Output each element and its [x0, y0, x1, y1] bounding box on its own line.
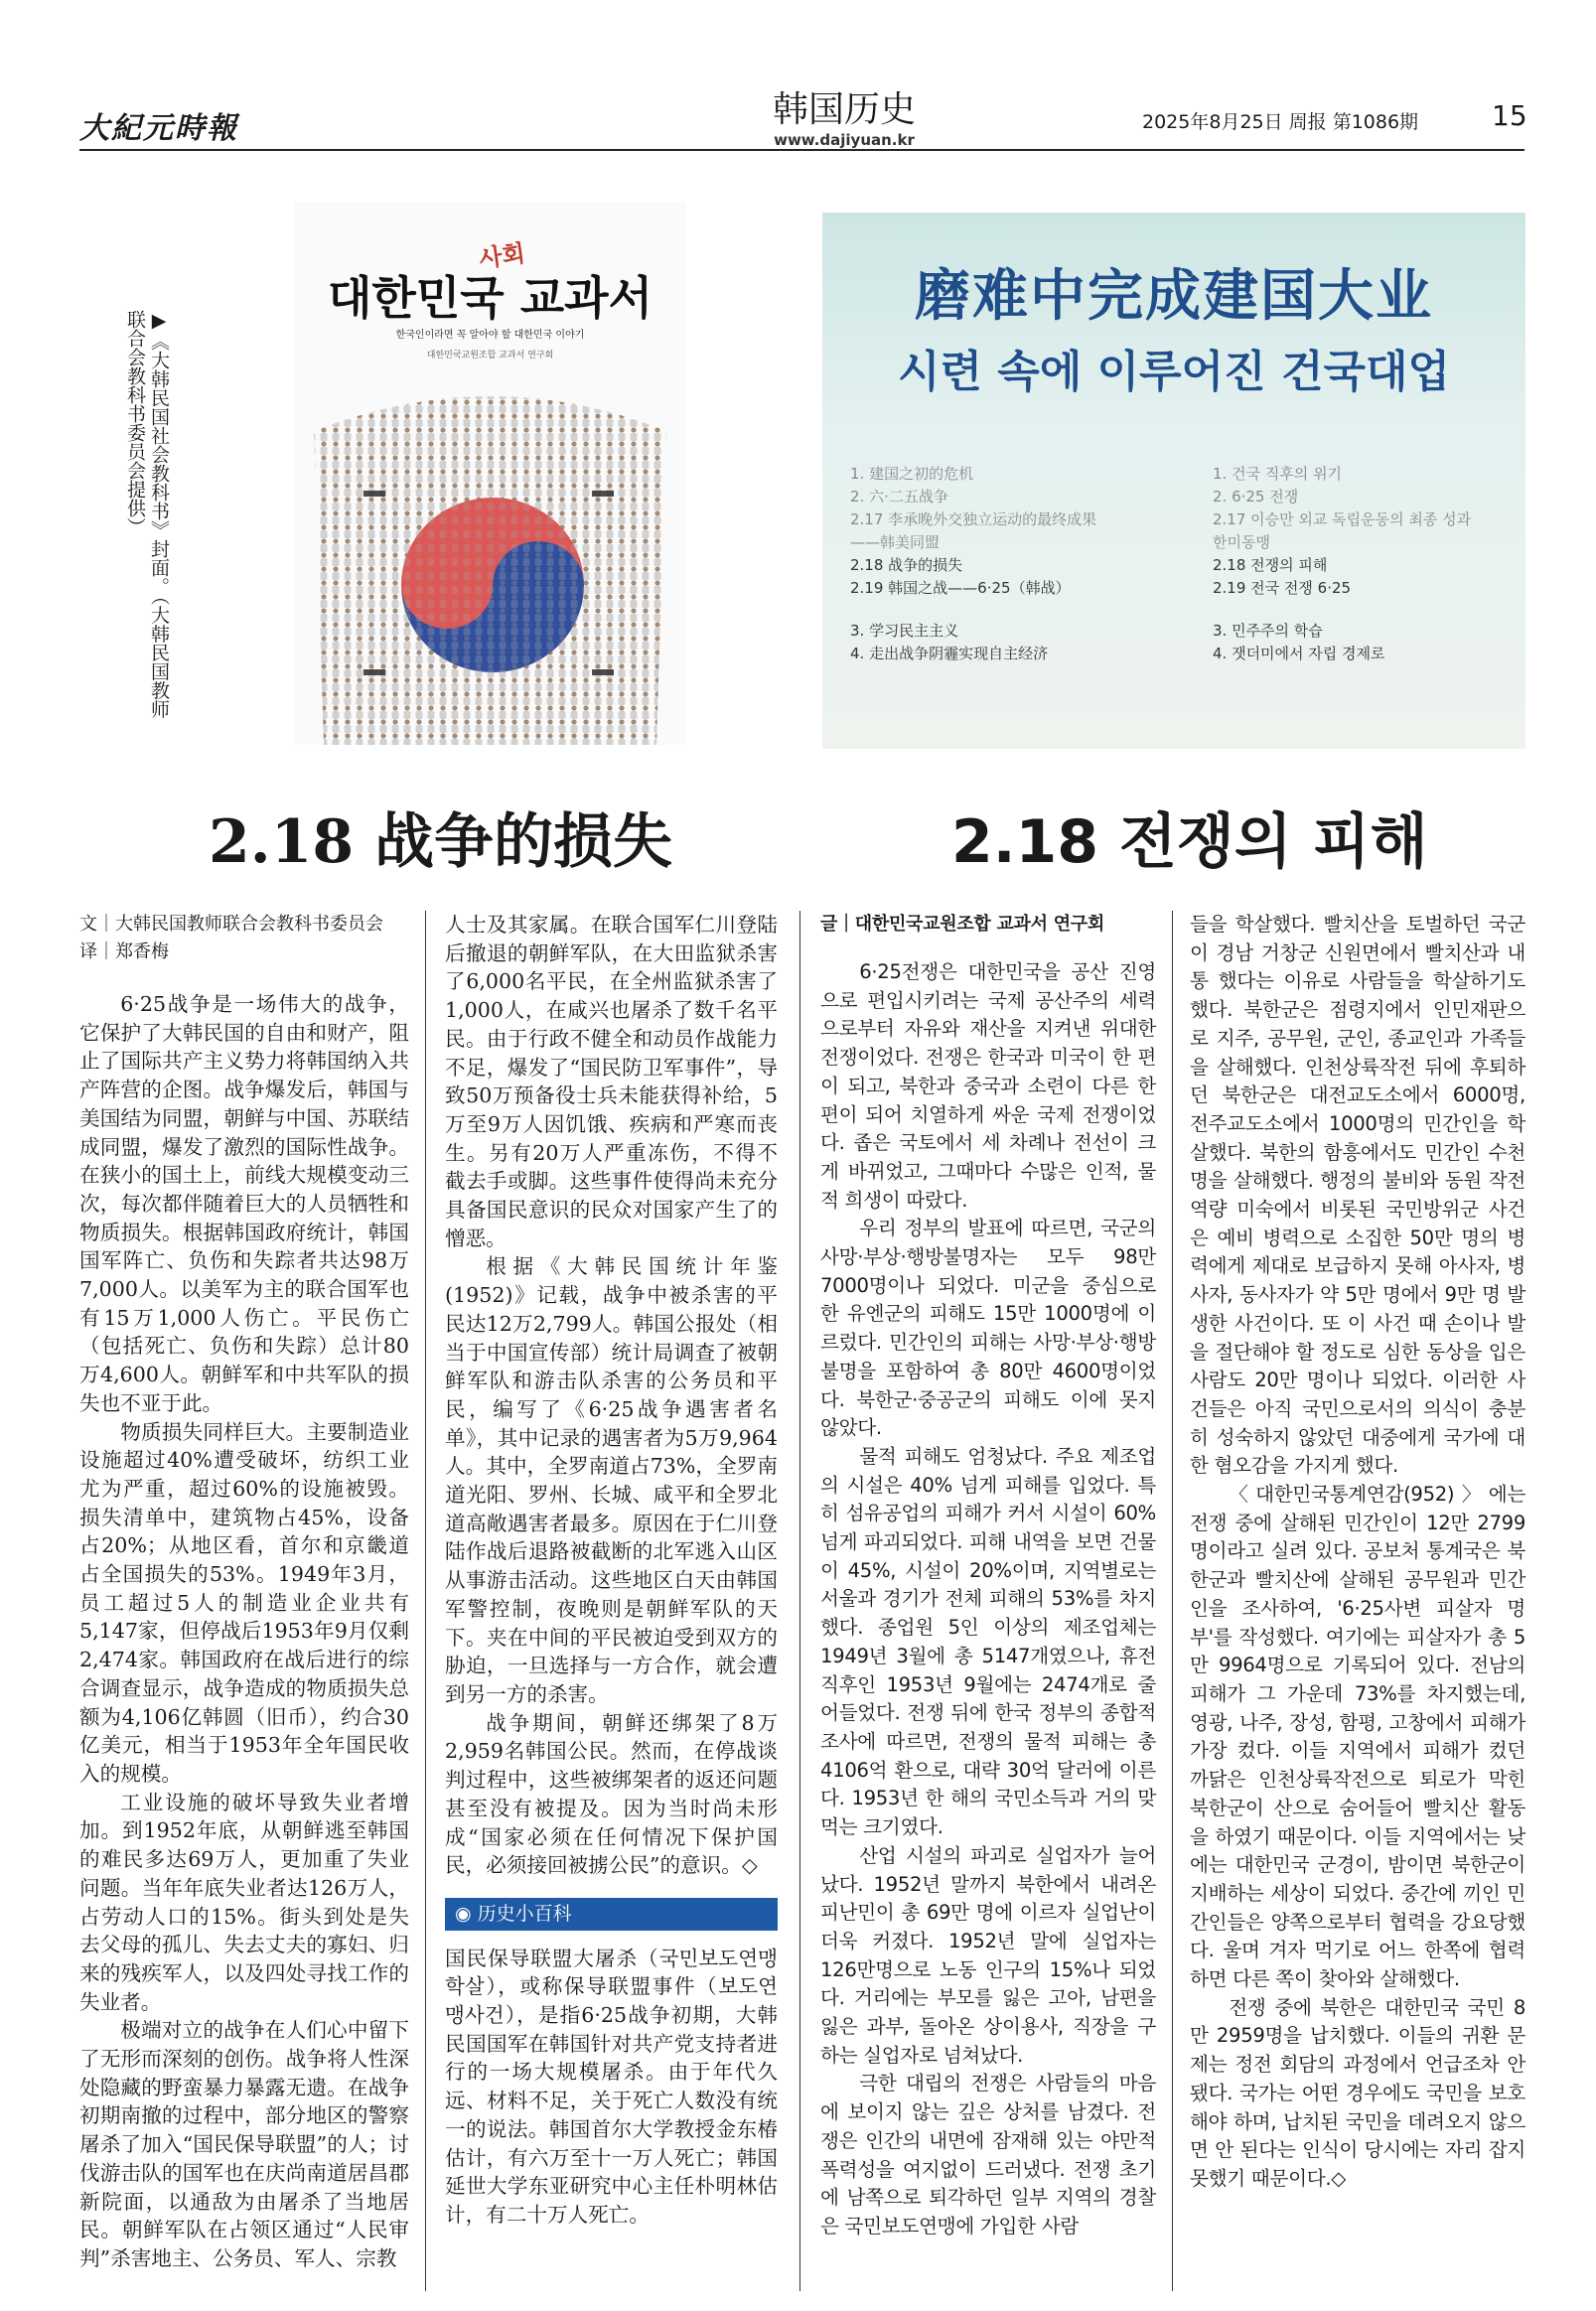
toc-item: 2. 6·25 전쟁 [1213, 488, 1299, 506]
toc-item: 4. 잿더미에서 자립 경제로 [1213, 645, 1385, 662]
toc-item: 2.18 전쟁의 피해 [1213, 556, 1328, 574]
paragraph: 极端对立的战争在人们心中留下了无形而深刻的创伤。战争将人性深处隐藏的野蛮暴力暴露无遗。在战争初期南撤的过程中，部分地区的警察屠杀了加入“国民保导联盟”的人；讨伐游击队的国军也在庆尚南道居昌郡新院面，以通敌为由屠杀了当地居民。朝鲜军队在占领区通过“人民审判”杀害地主、公务员、军人、宗教 [79, 2018, 409, 2270]
paragraph: 工业设施的破坏导致失业者增加。到1952年底，从朝鲜逃至韩国的难民多达69万人，更加重了失业问题。当年年底失业者达126万人，占劳动人口的15%。街头到处是失去父母的孤儿、失去丈夫的寡妇、归来的残疾军人，以及四处寻找工作的失业者。 [79, 1790, 409, 2014]
toc-item: 2.18 战争的损失 [850, 556, 963, 574]
crowd-flag-illustration [294, 371, 686, 745]
toc-zh [850, 463, 1096, 665]
cover-caption: ▶《大韩民国社会教科书》封面。（大韩民国教师联合会教科书委员会提供） [124, 310, 170, 719]
column-divider [1172, 911, 1173, 2291]
paragraph: 根据《大韩民国统计年鉴(1952)》记载，战争中被杀害的平民达12万2,799人。韩国公报处（相当于中国宣传部）统计局调查了被朝鲜军队和游击队杀害的公务员和平民，编写了《6·25战争遇害者名单》，其中记录的遇害者为5万9,964人。其中，全罗南道占73%，全罗南道光阳、罗州、长城、咸平和全罗北道高敞遇害者最多。原因在于仁川登陆作战后退路被截断的北军逃入山区从事游击活动。这些地区白天由韩国军警控制，夜晚则是朝鲜军队的天下。夹在中间的平民被迫受到双方的胁迫，一旦选择与一方合作，就会遭到另一方的杀害。 [445, 1254, 778, 1706]
paragraph: 物质损失同样巨大。主要制造业设施超过40%遭受破坏，纺织工业尤为严重，超过60%的设施被毁。损失清单中，建筑物占45%，设备占20%；从地区看，首尔和京畿道占全国损失的53%。1949年3月，员工超过5人的制造业企业共有5,147家，但停战后1953年9月仅剩2,474家。韩国政府在战后进行的综合调查显示，战争造成的物质损失总额为4,106亿韩圆（旧币），约合30亿美元，相当于1953年全年国民收入的规模。 [79, 1419, 409, 1786]
column-divider [799, 911, 800, 2291]
paragraph: 우리 정부의 발표에 따르면, 국군의 사망·부상·행방불명자는 모두 98만 7000명이나 되었다. 미군을 중심으로 한 유엔군의 피해도 15만 1000명에 이르렀다. 민간인의 피해는 사망·부상·행방불명을 포함하여 총 80만 4600명이었다. 북한군·중공군의 피해도 이에 못지 않았다. [820, 1217, 1156, 1440]
toc-item: 2.17 李承晚外交独立运动的最终成果 [850, 510, 1097, 528]
banner-title-zh: 磨难中完成建国大业 [915, 264, 1433, 329]
paragraph: 들을 학살했다. 빨치산을 토벌하던 국군이 경남 거창군 신원면에서 빨치산과 내통 했다는 이유로 사람들을 학살하기도 했다. 북한군은 점령지에서 인민재판으로 지주, 공무원, 군인, 종교인과 가족들을 살해했다. 인천상륙작전 뒤에 후퇴하던 북한군은 대전교도소에서 6000명, 전주교도소에서 1000명의 민간인을 학살했다. 북한의 함흥에서도 민간인 수천 명을 살해했다. 행정의 불비와 동원 작전 역량 미숙에서 비롯된 국민방위군 사건은 예비 병력으로 소집한 50만 명의 병력에게 제대로 보급하지 못해 아사자, 병사자, 동사자가 약 5만 명에서 9만 명 발생한 사건이다. 또 이 사건 때 손이나 발을 절단해야 할 정도로 심한 동상을 입은 사람도 20만 명이나 되었다. 이러한 사건들은 아직 국민으로서의 의식이 충분히 성숙하지 않았던 대중에게 국가에 대한 혐오감을 가지게 했다. [1190, 913, 1525, 1478]
cover-subtitle: 한국인이라면 꼭 알아야 할 대한민국 이야기 [395, 330, 585, 341]
header-rule [79, 149, 1524, 151]
issue-info: 2025年8月25日 周报 第1086期 [1142, 111, 1419, 133]
section-title: 韩国历史 [772, 89, 916, 130]
toc-item: 4. 走出战争阴霾实现自主经济 [850, 645, 1049, 662]
banner-title-ko: 시련 속에 이루어진 건국대업 [897, 347, 1450, 397]
history-encyclopedia-label: ◉ 历史小百科 [445, 1898, 778, 1931]
headline-zh: 2.18 战争的损失 [209, 807, 673, 877]
toc-gap [850, 600, 1096, 620]
masthead-logo: 大紀元時報 [79, 111, 238, 146]
cover-publisher: 대한민국교원조합 교과서 연구회 [426, 351, 554, 361]
book-cover-image [294, 203, 686, 745]
paragraph: 극한 대립의 전쟁은 사람들의 마음에 보이지 않는 깊은 상처를 남겼다. 전쟁은 인간의 내면에 잠재해 있는 야만적 폭력성을 여지없이 드러냈다. 전쟁 초기에 남쪽으로 퇴각하던 일부 지역의 경찰은 국민보도연맹에 가입한 사람 [820, 2072, 1156, 2238]
article-zh-col2 [445, 911, 778, 2230]
byline-ko: 글｜대한민국교원조합 교과서 연구회 [820, 914, 1104, 935]
series-banner [822, 213, 1525, 749]
paragraph: 전쟁 중에 북한은 대한민국 국민 8만 2959명을 납치했다. 이들의 귀환 문제는 정전 회담의 과정에서 언급조차 안 됐다. 국가는 어떤 경우에도 국민을 보호해야 하며, 납치된 국민을 데려오지 않으면 안 된다는 인식이 당시에는 자리 잡지 못했기 때문이다.◇ [1190, 1995, 1525, 2190]
article-ko-col4 [1190, 911, 1525, 2194]
toc-item: 1. 建国之初的危机 [850, 465, 974, 483]
toc-item: 2.17 이승만 외교 독립운동의 최종 성과 [1213, 510, 1472, 528]
paragraph: 人士及其家属。在联合国军仁川登陆后撤退的朝鲜军队，在大田监狱杀害了6,000名平民，在全州监狱杀害了1,000人，在咸兴也屠杀了数千名平民。由于行政不健全和动员作战能力不足，爆发了“国民防卫军事件”，导致50万预备役士兵未能获得补给，5万至9万人因饥饿、疾病和严寒而丧生。另有20万人严重冻伤，不得不截去手或脚。这些事件使得尚未充分具备国民意识的民众对国家产生了的憎恶。 [445, 913, 778, 1250]
paragraph: 6·25战争是一场伟大的战争，它保护了大韩民国的自由和财产，阻止了国际共产主义势力将韩国纳入共产阵营的企图。战争爆发后，韩国与美国结为同盟，朝鲜与中国、苏联结成同盟，爆发了激烈的国际性战争。在狭小的国土上，前线大规模变动三次，每次都伴随着巨大的人员牺牲和物质损失。根据韩国政府统计，韩国国军阵亡、负伤和失踪者共达98万7,000人。以美军为主的联合国军也有15万1,000人伤亡。平民伤亡（包括死亡、负伤和失踪）总计80万4,600人。朝鲜军和中共军队的损失也不亚于此。 [79, 992, 409, 1415]
paragraph: 〈대한민국통계연감(952)〉에는 전쟁 중에 살해된 민간인이 12만 2799명이라고 실려 있다. 공보처 통계국은 북한군과 빨치산에 살해된 공무원과 민간인을 조사하여, '6·25사변 피살자 명부'를 작성했다. 여기에는 피살자가 총 5만 9964명으로 기록되어 있다. 전남의 피해가 그 가운데 73%를 차지했는데, 영광, 나주, 장성, 함평, 고창에서 피해가 가장 컸다. 이들 지역에서 피해가 컸던 까닭은 인천상륙작전으로 퇴로가 막힌 북한군이 산으로 숨어들어 빨치산 활동을 하였기 때문이다. 이들 지역에서는 낮에는 대한민국 군경이, 밤이면 북한군이 지배하는 세상이 되었다. 중간에 끼인 민간인들은 양쪽으로부터 협력을 강요당했다. 울며 겨자 먹기로 어느 한쪽에 협력하면 다른 쪽이 찾아와 살해했다. [1190, 1483, 1525, 1991]
toc-ko [1213, 463, 1471, 665]
toc-item: 2.19 韩国之战——6·25（韩战） [850, 579, 1071, 597]
column-divider [425, 911, 426, 2291]
section-url[interactable]: www.dajiyuan.kr [774, 131, 915, 149]
article-ko-col3 [820, 911, 1156, 2241]
paragraph: 战争期间，朝鲜还绑架了8万2,959名韩国公民。然而，在停战谈判过程中，这些被绑架者的返还问题甚至没有被提及。因为当时尚未形成“国家必须在任何情况下保护国民，必须接回被掳公民”的意识。◇ [445, 1710, 778, 1878]
headline-ko: 2.18 전쟁의 피해 [951, 807, 1428, 877]
toc-item: 2.19 전국 전쟁 6·25 [1213, 579, 1352, 597]
encyclopedia-text: 国民保导联盟大屠杀（국민보도연맹학살），或称保导联盟事件（보도연맹사건），是指6·25战争初期，大韩民国国军在韩国针对共产党支持者进行的一场大规模屠杀。由于年代久远、材料不足，关于死亡人数没有统一的说法。韩国首尔大学教授金东椿估计，有六万至十一万人死亡；韩国延世大学东亚研究中心主任朴明林估计，有二十万人死亡。 [445, 1946, 778, 2227]
toc-item: ——韩美同盟 [850, 533, 941, 551]
cover-social-word: 사회 [477, 238, 527, 274]
paragraph: 산업 시설의 파괴로 실업자가 늘어났다. 1952년 말까지 북한에서 내려온 피난민이 총 69만 명에 이르자 실업난이 더욱 커졌다. 1952년 말에 실업자는 126만명으로 노동 인구의 15%나 되었다. 거리에는 부모를 잃은 고아, 남편을 잃은 과부, 돌아온 상이용사, 직장을 구하는 실업자로 넘쳐났다. [820, 1843, 1156, 2067]
toc-item: 1. 건국 직후의 위기 [1213, 465, 1343, 483]
toc-item: 2. 六·二五战争 [850, 488, 948, 506]
toc-gap [1213, 600, 1471, 620]
article-zh-col1 [79, 911, 409, 2273]
paragraph: 물적 피해도 엄청났다. 주요 제조업의 시설은 40% 넘게 피해를 입었다. 특히 섬유공업의 피해가 커서 시설이 60% 넘게 파괴되었다. 피해 내역을 보면 건물이 45%, 시설이 20%이며, 지역별로는 서울과 경기가 전체 피해의 53%를 차지했다. 종업원 5인 이상의 제조업체는 1949년 3월에 총 5147개였으나, 휴전 직후인 1953년 9월에는 2474개로 줄어들었다. 전쟁 뒤에 한국 정부의 종합적 조사에 따르면, 전쟁의 물적 피해는 총 4106억 환으로, 대략 30억 달러에 이른다. 1953년 한 해의 국민소득과 거의 맞먹는 크기였다. [820, 1444, 1156, 1839]
toc-item: 3. 민주주의 학습 [1213, 622, 1323, 640]
cover-title: 대한민국 교과서 [327, 271, 653, 325]
toc-item: 한미동맹 [1213, 533, 1270, 551]
byline-translator-zh: 译｜郑香梅 [79, 941, 169, 962]
page-number: 15 [1492, 99, 1527, 132]
toc-item: 3. 学习民主主义 [850, 622, 959, 640]
byline-author-zh: 文｜大韩民国教师联合会教科书委员会 [79, 914, 383, 935]
paragraph: 6·25전쟁은 대한민국을 공산 진영으로 편입시키려는 국제 공산주의 세력으로부터 자유와 재산을 지켜낸 위대한 전쟁이었다. 전쟁은 한국과 미국이 한 편이 되고, 북한과 중국과 소련이 다른 한 편이 되어 치열하게 싸운 국제 전쟁이었다. 좁은 국토에서 세 차례나 전선이 크게 바뀌었고, 그때마다 수많은 인적, 물적 희생이 따랐다. [820, 960, 1156, 1212]
